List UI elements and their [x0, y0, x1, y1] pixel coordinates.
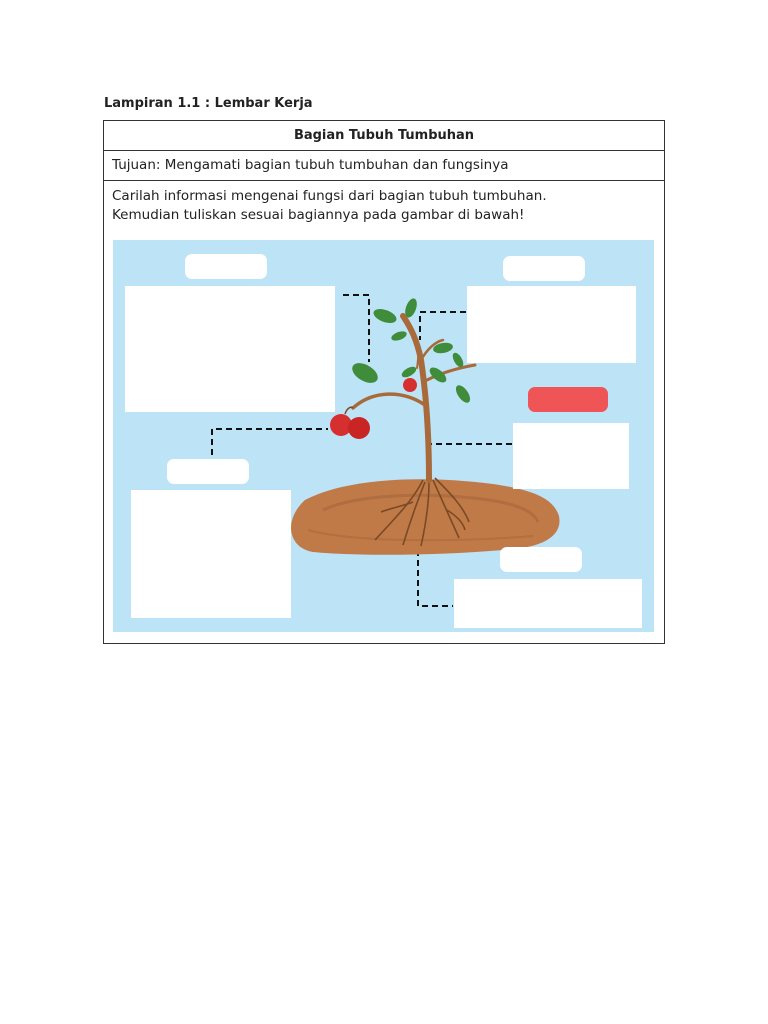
worksheet-table: [103, 120, 665, 644]
plant-diagram: [113, 240, 654, 632]
table-instruction: [104, 181, 664, 225]
soil-mound: [291, 479, 559, 555]
connector-flower: [420, 312, 466, 340]
connector-leaf: [343, 295, 369, 362]
stem: [353, 316, 475, 480]
worksheet-heading: Lampiran 1.1 : Lembar Kerja: [104, 96, 313, 111]
answer-box-root[interactable]: [454, 579, 642, 628]
label-tag-stem[interactable]: [528, 387, 608, 412]
answer-box-flower[interactable]: [467, 286, 636, 363]
label-tag-flower[interactable]: [503, 256, 585, 281]
connector-fruit: [212, 429, 328, 455]
instruction-line-1: Carilah informasi mengenai fungsi dari bagian tubuh tumbuhan.: [112, 188, 547, 204]
answer-box-fruit[interactable]: [131, 490, 291, 618]
table-goal: Tujuan: Mengamati bagian tubuh tumbuhan dan fungsinya: [104, 151, 664, 181]
connector-root: [418, 550, 453, 606]
instruction-line-2: Kemudian tuliskan sesuai bagiannya pada gambar di bawah!: [112, 207, 525, 223]
label-tag-leaf[interactable]: [185, 254, 267, 279]
answer-box-stem[interactable]: [513, 423, 629, 489]
table-title: Bagian Tubuh Tumbuhan: [104, 121, 664, 151]
fruits: [330, 378, 417, 439]
label-tag-root[interactable]: [500, 547, 582, 572]
answer-box-leaf[interactable]: [125, 286, 335, 412]
label-tag-fruit[interactable]: [167, 459, 249, 484]
